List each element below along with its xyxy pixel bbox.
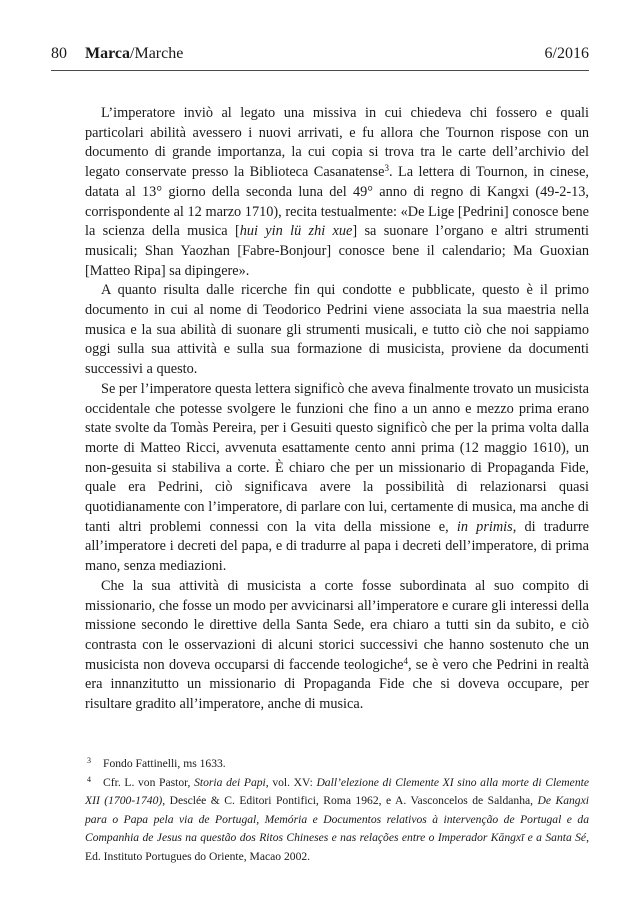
text-run: , Desclée & C. Editori Pontifici, Roma 1962, e A. Vasconcelos de Saldanha, [162, 794, 538, 807]
paragraph [85, 104, 589, 281]
running-header [51, 44, 589, 71]
page-number: 80 [51, 45, 67, 62]
journal-title-rest: /Marche [130, 45, 184, 62]
text-run: Che la sua attività di musicista a corte fosse subordinata al suo compito di missionario, che fosse un modo per avvicinarsi all’imperatore e curare gli interessi della missione secondo le direttive della Santa Sede, era chiaro a tutti sin da subito, e ciò contrasta con le osservazioni di alcuni storici successivi che hanno sostenuto che un musicista non doveva occuparsi di faccende teologiche [85, 577, 589, 673]
footnote: 3 Fondo Fattinelli, ms 1633. [87, 756, 226, 770]
footnotes [85, 755, 589, 866]
italic-text: Dall’elezione di Clemente XI sino alla morte di Clemente XII (1700-1740) [85, 775, 589, 807]
footnote: 4 Cfr. L. von Pastor, Storia dei Papi, vol. XV: Dall’elezione di Clemente XI sino alla morte di Clemente XII (1700-1740), Desclée & C. Editori Pontifici, Roma 1962, e A. Vasconcelos de Saldanha, De Kangxi para o Papa pela via de Portugal, Memória e Documentos relativos à intervenção de Portugal e da Companhia de Jesus na questão dos Ritos Chineses e nas relações entre o Imperador Kāngxī e a Santa Sé, Ed. Instituto Portugues do Oriente, Macao 2002. [85, 774, 589, 863]
text-run: . La lettera di Tournon, in cinese, datata al 13° giorno della seconda luna del 49° anno di regno di Kangxi (49-2-13, corrispondente al 12 marzo 1710), recita testualmente: «De Lige [Pedrini] conosce bene la scienza della musica [ [85, 164, 589, 240]
paragraph [85, 281, 589, 380]
footnote-ref: 4 [403, 655, 408, 666]
text-run: Cfr. L. von Pastor, [103, 775, 195, 789]
text-run: A quanto risulta dalle ricerche fin qui condotte e pubblicate, questo è il primo documento in cui al nome di Teodorico Pedrini viene associata la sua maestria nella musica e la sua abilità di suonare gli strumenti musicali, e tutto ciò che noi sappiamo oggi sulla sua attività e sulla sua formazione di musicista, proviene da documenti successivi a questo. [85, 282, 589, 378]
journal-title [85, 45, 183, 63]
italic-text: Storia dei Papi [194, 775, 266, 789]
text-run: Se per l’imperatore questa lettera significò che aveva finalmente trovato un musicista occidentale che potesse svolgere le funzioni che fino a un anno e mezzo prima erano state svolte da Tomàs Pereira, per i Gesuiti questo significò che per la prima volta dalla morte di Matteo Ricci, avvenuta esattamente cento anni prima (12 maggio 1610), un non-gesuita si stabiliva a corte. È chiaro che per un missionario di Propaganda Fide, quale era Pedrini, ciò significava avere la possibilità di relazionarsi quasi quotidianamente con l’imperatore, di parlare con lui, certamente di musica, ma anche di tanti altri problemi connessi con la vita della missione e, [85, 380, 589, 535]
text-run: , di tradurre all’imperatore i decreti del papa, e di tradurre al papa i decreti dell’imperatore, di prima mano, senza mediazioni. [85, 518, 590, 575]
paragraph [85, 380, 589, 577]
text-run: Fondo Fattinelli, ms 1633. [103, 757, 226, 770]
paragraph [85, 577, 589, 715]
footnote-ref: 3 [384, 163, 389, 174]
text-run: , Ed. Instituto Portugues do Oriente, Macao 2002. [85, 831, 589, 863]
article-body [85, 104, 589, 715]
text-run: ] sa suonare l’organo e altri strumenti musicali; Shan Yaozhan [Fabre-Bonjour] conosce bene il calendario; Ma Guoxian [Matteo Ripa] sa dipingere». [85, 223, 589, 279]
italic-text: De Kangxi para o Papa pela via de Portugal, Memória e Documentos relativos à intervenção de Portugal e da Companhia de Jesus na questão dos Ritos Chineses e nas relações entre o Imperador Kāngxī e a Santa Sé [85, 794, 589, 844]
italic-text: in primis [456, 518, 513, 535]
italic-text: hui yin lü zhi xue [239, 223, 353, 240]
journal-title-bold: Marca [85, 45, 131, 62]
text-run: , vol. XV: [265, 775, 317, 789]
text-run: L’imperatore inviò al legato una missiva in cui chiedeva chi fossero e quali particolari abilità avessero i nuovi arrivati, e fu allora che Tournon rispose con un documento di grande importanza, la cui copia si trova tra le carte dell’archivio del legato conservate presso la Biblioteca Casanatense [85, 105, 589, 181]
issue-number: 6/2016 [544, 45, 589, 62]
text-run: , se è vero che Pedrini in realtà era innanzitutto un missionario di Propaganda Fide che si doveva occupare, per risultare gradito all’imperatore, anche di musica. [85, 656, 589, 713]
